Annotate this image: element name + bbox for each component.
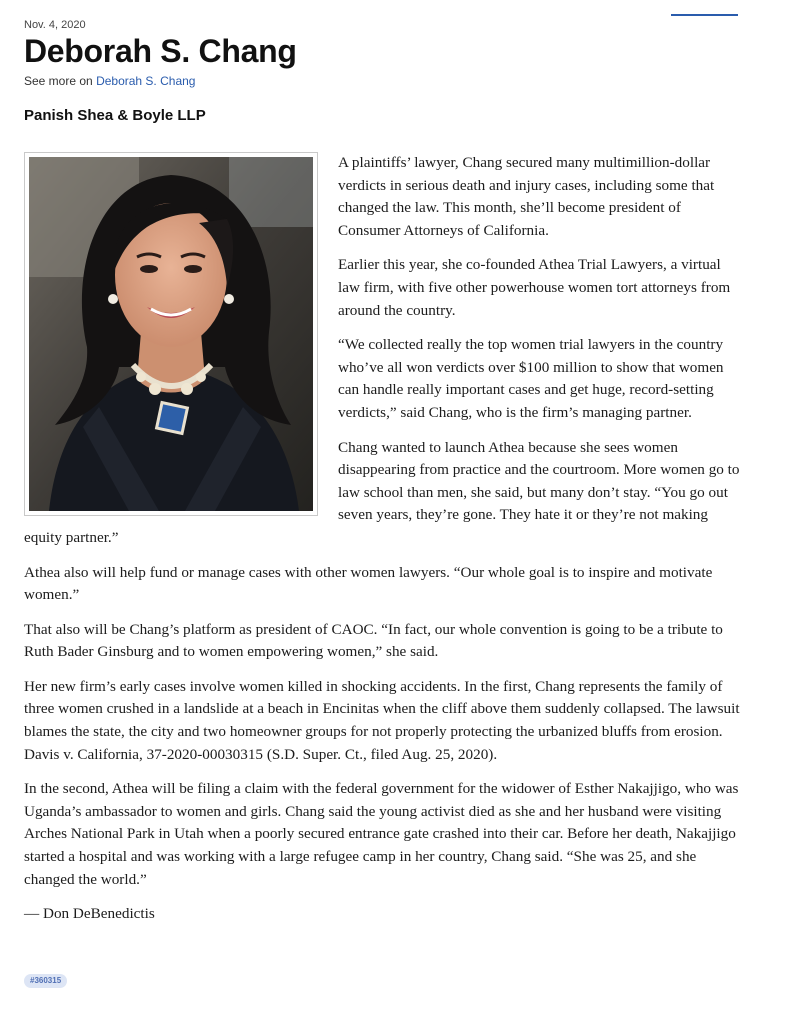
- article-paragraph: That also will be Chang’s platform as president of CAOC. “In fact, our whole convention is going to be a tribute to Ruth Bader Ginsburg and to women empowering women,” she said.: [24, 620, 723, 661]
- portrait-photo: [24, 152, 318, 516]
- publish-date: Nov. 4, 2020: [24, 19, 86, 31]
- see-more-link[interactable]: Deborah S. Chang: [96, 74, 196, 88]
- article-paragraph: Chang wanted to launch Athea because she sees women disappearing from practice and the courtroom. More women go to law school than men, she said, but many don’t stay. “You go out seven years, they’re gone. They hate it or they’re not making equity partner.”: [24, 438, 740, 546]
- article-header: [24, 18, 764, 125]
- article-paragraph: Her new firm’s early cases involve women killed in shocking accidents. In the first, Chang represents the family of three women crushed in a landslide at a beach in Encinitas when the cliff above them suddenly collapsed. The lawsuit blames the state, the city and two homeowner groups for not properly protecting the urbanized bluffs from erosion. Davis v. California, 37-2020-00030315 (S.D. Super. Ct., filed Aug. 25, 2020).: [24, 677, 740, 763]
- see-more-prefix: See more on: [24, 74, 93, 88]
- article-paragraph: Athea also will help fund or manage cases with other women lawyers. “Our whole goal is to inspire and motivate women.”: [24, 563, 713, 604]
- page-title: Deborah S. Chang: [24, 33, 297, 69]
- article-paragraph: In the second, Athea will be filing a claim with the federal government for the widower of Esther Nakajjigo, who was Uganda’s ambassador to women and girls. Chang said the young activist died as she and her husband were visiting Arches National Park in Utah when a poorly secured entrance gate crashed into their car. Before her death, Nakajjigo started a hospital and was working with a large refugee camp in her country, Chang said. “She was 25, and she changed the world.”: [24, 780, 739, 888]
- portrait-image: [29, 157, 313, 511]
- article-paragraph: “We collected really the top women trial lawyers in the country who’ve all won verdicts over $100 million to show that women can handle really important cases and get huge, record-setting verdicts,” said Chang, who is the firm’s managing partner.: [338, 336, 724, 421]
- byline: — Don DeBenedictis: [24, 905, 155, 923]
- top-accent-rule: [671, 14, 738, 16]
- see-more-line: [24, 73, 764, 89]
- article-body: [24, 152, 744, 938]
- article-paragraph: Earlier this year, she co-founded Athea Trial Lawyers, a virtual law firm, with five other powerhouse women tort attorneys from around the country.: [338, 256, 731, 319]
- tag-badge[interactable]: #360315: [24, 974, 67, 988]
- firm-name: Panish Shea & Boyle LLP: [24, 107, 206, 124]
- article-paragraph: A plaintiffs’ lawyer, Chang secured many multimillion-dollar verdicts in serious death and injury cases, including some that changed the law. This month, she’ll become president of Consumer Attorneys of California.: [338, 154, 715, 239]
